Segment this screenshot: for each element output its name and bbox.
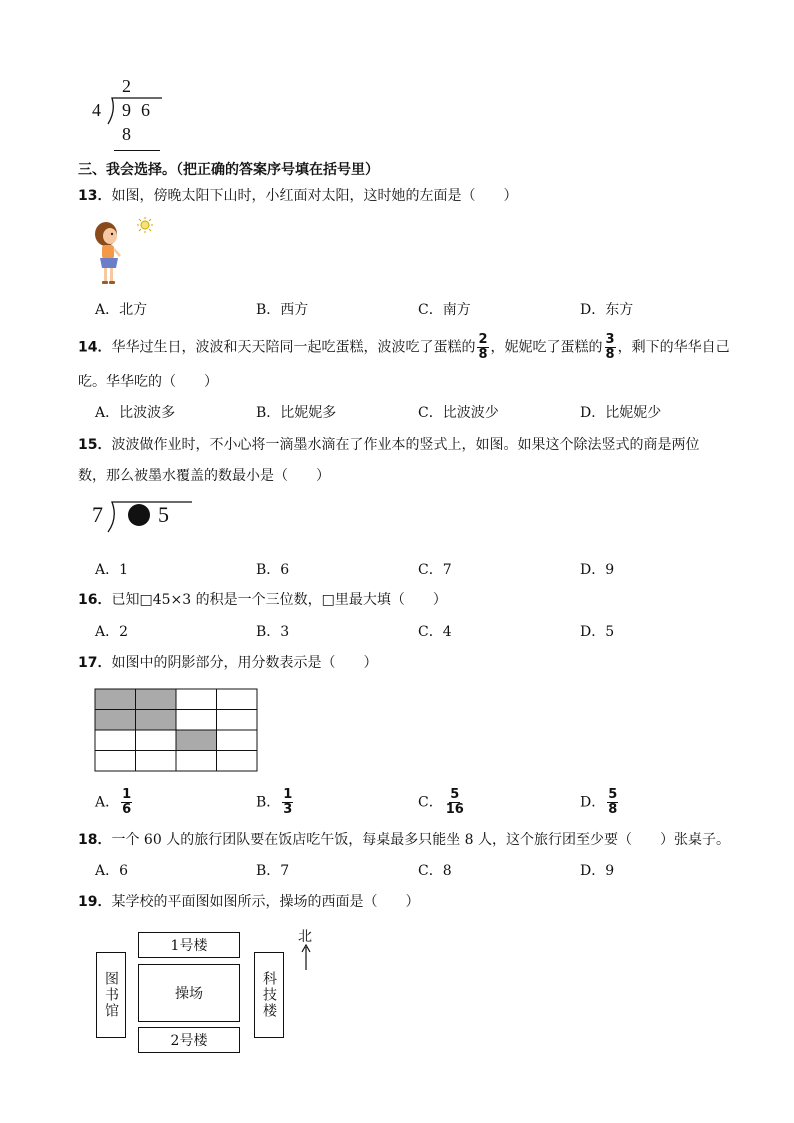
q17-a-denominator: 6 (122, 802, 132, 817)
building-1-box (138, 932, 240, 958)
q18-option-b[interactable]: B．7 (256, 863, 290, 879)
q13-option-c[interactable]: C．南方 (418, 302, 471, 318)
q17-option-b[interactable] (256, 788, 295, 817)
q19-number: 19． (78, 894, 112, 910)
q15-option-c[interactable]: C．7 (418, 562, 452, 578)
q14-option-a[interactable]: A．比波波多 (95, 405, 176, 421)
q17-option-d-label: D． (580, 794, 606, 811)
q14-text-2: ，妮妮吃了蛋糕的 (490, 339, 603, 356)
q17-option-a-label: A． (95, 794, 120, 811)
q14-line-2: 吃。华华吃的（ ） (78, 374, 218, 390)
top-division-underline (114, 150, 160, 151)
grid-cell-shaded (95, 689, 136, 710)
q14-option-b[interactable]: B．比妮妮多 (256, 405, 337, 421)
q16-text: 已知□45×3 的积是一个三位数，□里最大填（ ） (111, 592, 447, 608)
top-dividend-digit-2: 6 (141, 100, 150, 120)
q17-option-c-label: C． (418, 794, 443, 811)
q14-frac2-numerator: 3 (605, 332, 615, 347)
tech-building-box (254, 952, 284, 1038)
q17-option-a[interactable] (95, 788, 134, 817)
q17-option-b-label: B． (256, 794, 281, 811)
question-15-line-1 (78, 435, 699, 455)
q15-divisor: 7 (92, 502, 103, 527)
q13-number: 13． (78, 188, 112, 204)
question-18 (78, 830, 730, 850)
library-label: 图书馆 (103, 971, 119, 1019)
grid-cell (95, 751, 136, 772)
section-title: 三、我会选择。（把正确的答案序号填在括号里） (78, 162, 379, 178)
q16-number: 16． (78, 592, 112, 608)
question-19 (78, 892, 419, 912)
sun-icon (137, 217, 153, 233)
q14-fraction-1 (477, 333, 488, 362)
q17-option-c[interactable] (418, 788, 467, 817)
q18-number: 18． (78, 832, 112, 848)
q17-option-d-fraction (607, 788, 618, 817)
library-box (96, 952, 126, 1038)
shaded-grid-figure (94, 688, 260, 774)
grid-cell (217, 710, 258, 731)
q17-b-numerator: 1 (283, 787, 293, 802)
q17-d-numerator: 5 (608, 787, 618, 802)
playground-label: 操场 (175, 986, 203, 1002)
q17-option-a-fraction (121, 788, 132, 817)
q14-text-1: 华华过生日，波波和天天陪同一起吃蛋糕，波波吃了蛋糕的 (111, 339, 476, 356)
q17-option-b-fraction (282, 788, 293, 817)
north-arrow-icon (300, 944, 312, 970)
q17-b-denominator: 3 (283, 802, 293, 817)
tech-building-label: 科技楼 (261, 971, 277, 1019)
q14-frac2-denominator: 8 (605, 347, 615, 362)
top-long-division (88, 74, 168, 154)
grid-cell-shaded (136, 689, 177, 710)
top-partial-product: 8 (122, 124, 131, 144)
q18-option-c[interactable]: C．8 (418, 863, 452, 879)
grid-cell (217, 751, 258, 772)
q17-number: 17． (78, 655, 112, 671)
top-quotient: 2 (122, 76, 131, 96)
q17-a-numerator: 1 (122, 787, 132, 802)
q18-option-a[interactable]: A．6 (95, 863, 129, 879)
q13-option-d[interactable]: D．东方 (580, 302, 634, 318)
q15-option-a[interactable]: A．1 (95, 562, 129, 578)
grid-cell (176, 710, 217, 731)
q15-number: 15． (78, 437, 112, 453)
q13-option-a[interactable]: A．北方 (95, 302, 148, 318)
q16-option-d[interactable]: D．5 (580, 624, 615, 640)
grid-cell (176, 751, 217, 772)
q15-division-bracket (106, 500, 196, 534)
grid-cell (217, 689, 258, 710)
q17-option-d[interactable] (580, 788, 620, 817)
q18-text: 一个 60 人的旅行团队要在饭店吃午饭，每桌最多只能坐 8 人，这个旅行团至少要（ ）张桌子。 (111, 832, 731, 848)
q14-option-c[interactable]: C．比波波少 (418, 405, 499, 421)
q17-text: 如图中的阴影部分，用分数表示是（ ） (111, 655, 378, 671)
building-2-box (138, 1027, 240, 1053)
q17-c-denominator: 16 (445, 802, 464, 817)
q15-option-d[interactable]: D．9 (580, 562, 615, 578)
grid-cell (136, 730, 177, 751)
girl-and-sun-illustration (88, 216, 168, 288)
playground-box (138, 964, 240, 1022)
girl-icon (95, 222, 120, 284)
q15-text-1: 波波做作业时，不小心将一滴墨水滴在了作业本的竖式上，如图。如果这个除法竖式的商是两位 (111, 437, 700, 453)
q17-d-denominator: 8 (608, 802, 618, 817)
north-indicator (296, 926, 316, 974)
question-14-line-1 (78, 333, 730, 362)
q17-option-c-fraction (445, 788, 465, 817)
grid-cell-shaded (95, 710, 136, 731)
ink-blot-icon (128, 504, 150, 526)
q14-fraction-2 (605, 333, 616, 362)
question-16 (78, 590, 447, 610)
q14-frac1-denominator: 8 (478, 347, 488, 362)
question-17 (78, 653, 377, 673)
q15-ink-division (90, 498, 200, 534)
q14-text-3: ，剩下的华华自己 (617, 339, 730, 356)
q13-text: 如图，傍晚太阳下山时，小红面对太阳，这时她的左面是（ ） (111, 188, 518, 204)
building-1-label: 1号楼 (170, 938, 208, 954)
q16-option-a[interactable]: A．2 (95, 624, 129, 640)
q14-frac1-numerator: 2 (478, 332, 488, 347)
q16-option-b[interactable]: B．3 (256, 624, 290, 640)
q15-line-2: 数，那么被墨水覆盖的数最小是（ ） (78, 468, 330, 484)
q18-option-d[interactable]: D．9 (580, 863, 615, 879)
grid-cell (176, 689, 217, 710)
grid-cell (136, 751, 177, 772)
top-division-bracket (106, 96, 166, 126)
school-map (96, 926, 336, 1056)
grid-cell (217, 730, 258, 751)
grid-cell-shaded (136, 710, 177, 731)
q15-option-b[interactable]: B．6 (256, 562, 290, 578)
grid-cell-shaded (176, 730, 217, 751)
q17-c-numerator: 5 (450, 787, 460, 802)
q13-option-b[interactable]: B．西方 (256, 302, 309, 318)
question-13 (78, 186, 517, 206)
top-dividend-digit-1: 9 (122, 100, 131, 120)
q19-text: 某学校的平面图如图所示，操场的西面是（ ） (111, 894, 420, 910)
q14-number: 14． (78, 339, 112, 356)
top-divisor: 4 (92, 100, 101, 120)
grid-cell (95, 730, 136, 751)
north-label: 北 (298, 929, 312, 945)
q16-option-c[interactable]: C．4 (418, 624, 452, 640)
q14-option-d[interactable]: D．比妮妮少 (580, 405, 662, 421)
q15-dividend-digit: 5 (158, 502, 169, 527)
building-2-label: 2号楼 (170, 1033, 208, 1049)
